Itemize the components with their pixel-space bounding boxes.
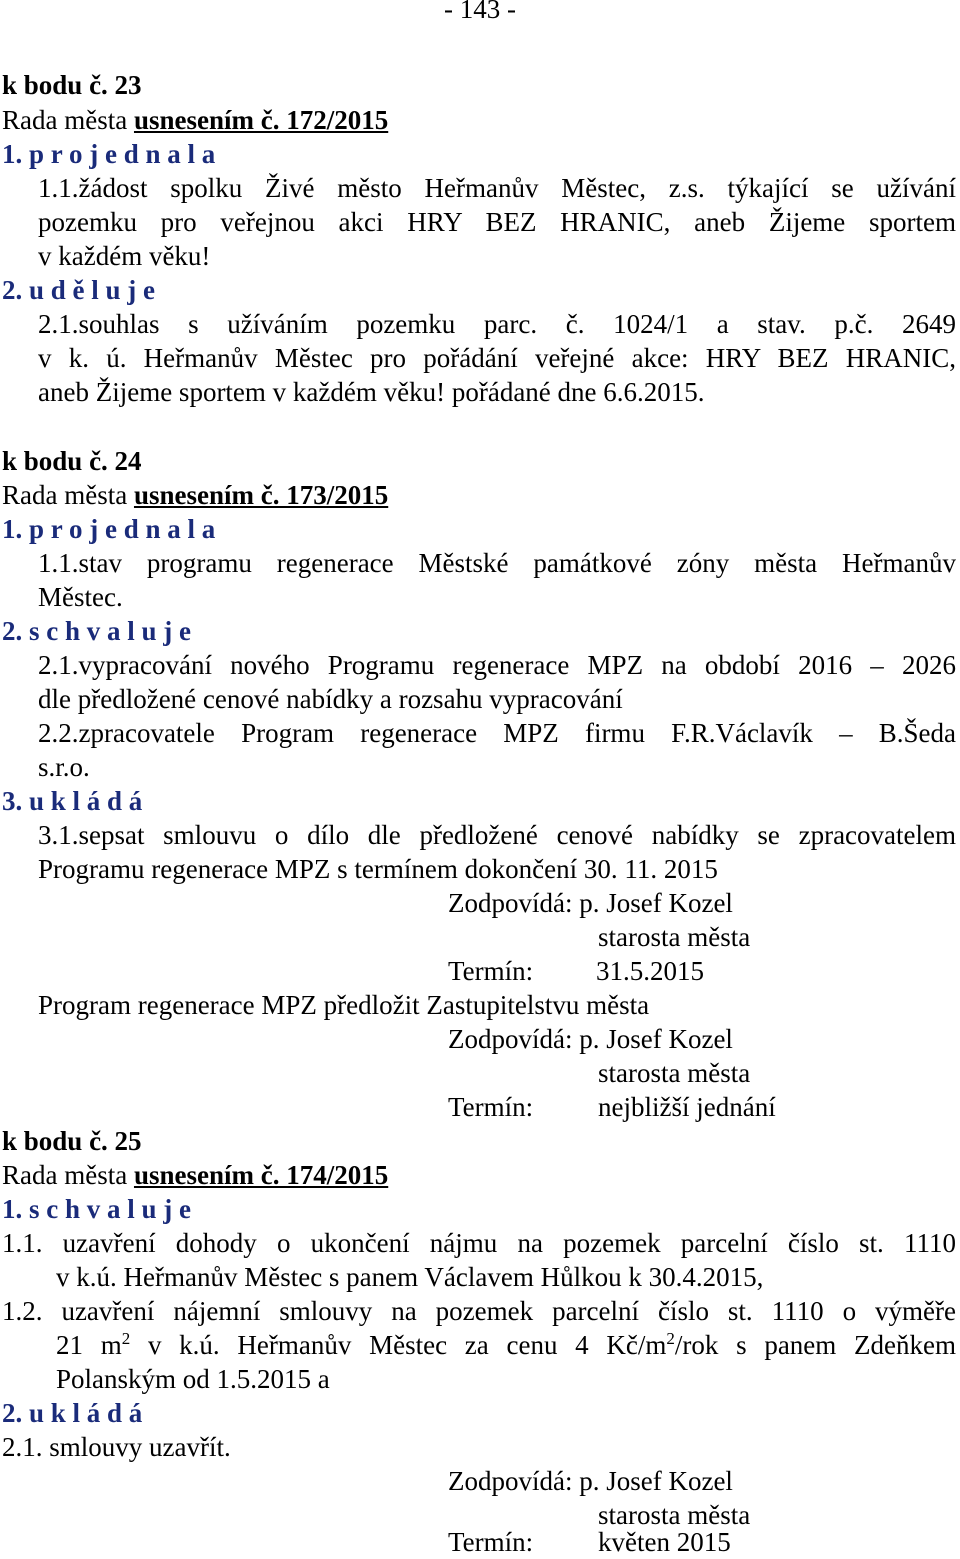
council-line-24 (2, 478, 388, 512)
responsible-role: starosta města (598, 1500, 751, 1530)
item-heading-23: k bodu č. 23 (2, 70, 142, 100)
deadline-value: květen 2015 (598, 1527, 731, 1557)
section-heading: 1. s c h v a l u j e (2, 1194, 191, 1224)
text-line: 1.1.stav programu regenerace Městské památkové zóny města Heřmanův (38, 548, 956, 578)
council-prefix: Rada města (2, 480, 128, 510)
text-line: 1.1.žádost spolku Živé město Heřmanův Městec, z.s. týkající se užívání (38, 173, 956, 203)
item-heading-25: k bodu č. 25 (2, 1126, 142, 1156)
section-heading: 1. p r o j e d n a l a (2, 139, 216, 169)
responsible-role: starosta města (598, 1058, 751, 1088)
resolution-number: usnesením č. 173/2015 (133, 480, 389, 510)
section-heading: 3. u k l á d á (2, 786, 143, 816)
deadline-label: Termín: (448, 1092, 534, 1122)
text-line: 1.1. uzavření dohody o ukončení nájmu na pozemek parcelní číslo st. 1110 (2, 1228, 956, 1258)
section-heading: 2. u k l á d á (2, 1398, 143, 1428)
deadline-value: nejbližší jednání (598, 1092, 776, 1122)
text-line: Polanským od 1.5.2015 a (56, 1364, 330, 1394)
text-line: 2.2.zpracovatele Program regenerace MPZ firmu F.R.Václavík – B.Šeda (38, 718, 956, 748)
text-line: pozemku pro veřejnou akci HRY BEZ HRANIC, aneb Žijeme sportem (38, 207, 956, 237)
council-prefix: Rada města (2, 1160, 128, 1190)
text-line: 3.1.sepsat smlouvu o dílo dle předložené cenové nabídky se zpracovatelem (38, 820, 956, 850)
text-line: s.r.o. (38, 752, 90, 782)
council-line-23 (2, 103, 388, 137)
text-line-with-superscripts: 21 $m^2$ v k.ú. Heřmanův Městec za cenu 4 $Kč/m^2$/rok s panem Zdeňkem (56, 1329, 956, 1360)
superscript-2: 2 (666, 1329, 675, 1348)
deadline-value: 31.5.2015 (596, 956, 704, 986)
item-heading-24: k bodu č. 24 (2, 446, 142, 476)
text-line: 2.1.souhlas s užíváním pozemku parc. č. 1024/1 a stav. p.č. 2649 (38, 309, 956, 339)
responsible-role: starosta města (598, 922, 751, 952)
council-line-25 (2, 1158, 388, 1192)
text-line: 2.1.vypracování nového Programu regenerace MPZ na období 2016 – 2026 (38, 650, 956, 680)
resolution-number: usnesením č. 174/2015 (133, 1160, 389, 1190)
resolution-number: usnesením č. 172/2015 (133, 105, 389, 135)
text-line: v každém věku! (38, 241, 211, 271)
section-heading: 1. p r o j e d n a l a (2, 514, 216, 544)
text-line: dle předložené cenové nabídky a rozsahu vypracování (38, 684, 623, 714)
text-line: 2.1. smlouvy uzavřít. (2, 1432, 231, 1462)
page-number: - 143 - (444, 0, 516, 24)
deadline-label: Termín: (448, 1527, 534, 1557)
text-line: Programu regenerace MPZ s termínem dokončení 30. 11. 2015 (38, 854, 718, 884)
text-line: v k. ú. Heřmanův Městec pro pořádání veřejné akce: HRY BEZ HRANIC, (38, 343, 956, 373)
council-prefix: Rada města (2, 105, 128, 135)
responsible-person: Zodpovídá: p. Josef Kozel (448, 1024, 733, 1054)
text-line: aneb Žijeme sportem v každém věku! pořádané dne 6.6.2015. (38, 377, 705, 407)
text-line: 1.2. uzavření nájemní smlouvy na pozemek parcelní číslo st. 1110 o výměře (2, 1296, 956, 1326)
responsible-person: Zodpovídá: p. Josef Kozel (448, 1466, 733, 1496)
responsible-person: Zodpovídá: p. Josef Kozel (448, 888, 733, 918)
text-line: Městec. (38, 582, 123, 612)
deadline-label: Termín: (448, 956, 534, 986)
section-heading: 2. s c h v a l u j e (2, 616, 191, 646)
text-line: v k.ú. Heřmanův Městec s panem Václavem Hůlkou k 30.4.2015, (56, 1262, 764, 1292)
section-heading: 2. u d ě l u j e (2, 275, 156, 305)
superscript-2: 2 (121, 1329, 131, 1348)
text-line: Program regenerace MPZ předložit Zastupitelstvu města (38, 990, 650, 1020)
